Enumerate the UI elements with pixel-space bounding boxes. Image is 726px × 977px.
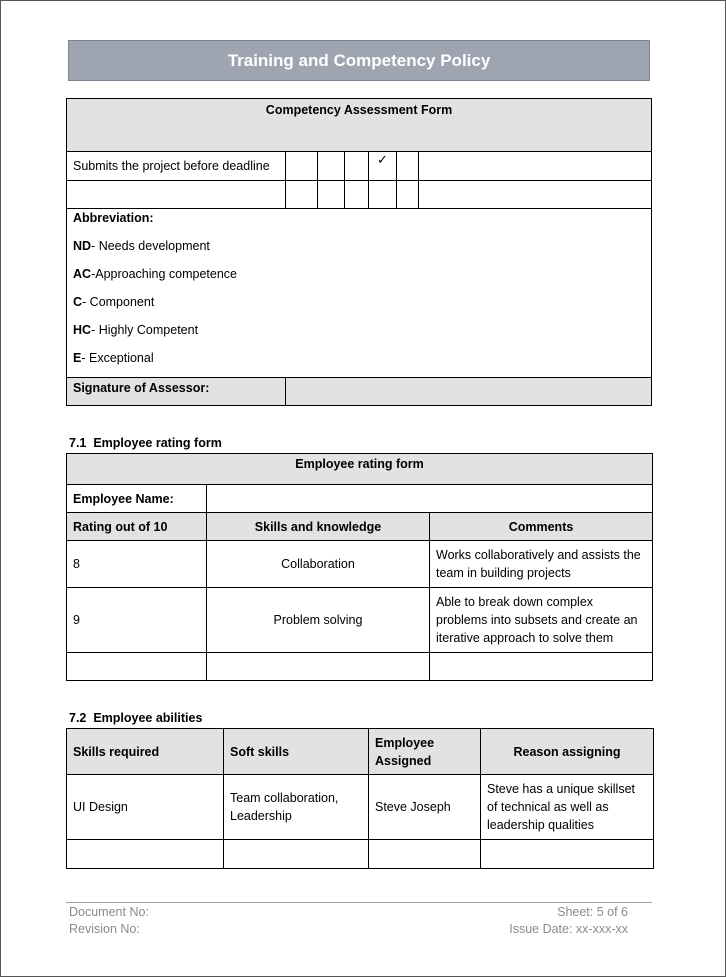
column-header: Skills required — [67, 729, 224, 775]
issue-date: Issue Date: xx-xxx-xx — [509, 922, 628, 936]
employee-rating-table — [66, 453, 653, 681]
table-row — [67, 541, 653, 588]
comment-cell[interactable] — [430, 653, 653, 681]
checkmark-icon[interactable]: ✓ — [369, 152, 397, 181]
blank-cell — [419, 152, 652, 181]
mark-cell[interactable] — [397, 181, 419, 209]
soft-skills-cell[interactable] — [224, 840, 369, 869]
table-row — [67, 653, 653, 681]
rating-form-title: Employee rating form — [67, 454, 653, 485]
abbreviation-meaning: - Component — [82, 295, 155, 309]
abbreviation-code: C — [73, 295, 83, 309]
employee-cell[interactable] — [369, 840, 481, 869]
mark-cell[interactable] — [318, 152, 345, 181]
revision-number-label: Revision No: — [69, 922, 140, 936]
section-heading-abilities: 7.2 Employee abilities — [69, 711, 203, 725]
skill-cell: Problem solving — [207, 588, 430, 653]
column-header: Employee Assigned — [369, 729, 481, 775]
mark-cell[interactable] — [345, 152, 369, 181]
mark-cell[interactable] — [286, 181, 318, 209]
section-heading-rating: 7.1 Employee rating form — [69, 436, 222, 450]
table-row — [67, 588, 653, 653]
abbreviation-code: E — [73, 351, 82, 365]
abbreviation-item — [73, 237, 645, 265]
table-row — [67, 775, 654, 840]
reason-cell[interactable] — [481, 840, 654, 869]
skill-cell[interactable] — [207, 653, 430, 681]
document-title: Training and Competency Policy — [68, 40, 650, 81]
column-header: Reason assigning — [481, 729, 654, 775]
blank-cell — [419, 181, 652, 209]
column-header: Soft skills — [224, 729, 369, 775]
table-header-row — [67, 729, 654, 775]
mark-cell[interactable] — [397, 152, 419, 181]
abbreviation-code: ND — [73, 239, 92, 253]
column-header: Rating out of 10 — [67, 513, 207, 541]
signature-label: Signature of Assessor: — [67, 378, 286, 406]
abbreviation-meaning: - Highly Competent — [91, 323, 199, 337]
abbreviation-item — [73, 293, 645, 321]
abbreviation-block — [67, 209, 652, 378]
soft-skills-cell: Team collaboration, Leadership — [224, 775, 369, 840]
rating-cell: 8 — [67, 541, 207, 588]
abbreviation-item — [73, 349, 645, 377]
rating-cell: 9 — [67, 588, 207, 653]
employee-cell: Steve Joseph — [369, 775, 481, 840]
employee-abilities-table — [66, 728, 654, 869]
assessment-form-title: Competency Assessment Form — [67, 99, 652, 152]
skill-cell: UI Design — [67, 775, 224, 840]
assessment-row — [67, 152, 652, 181]
employee-name-field[interactable] — [207, 485, 653, 513]
abbreviation-meaning: -Approaching competence — [91, 267, 237, 281]
mark-cell[interactable] — [345, 181, 369, 209]
comment-cell: Works collaboratively and assists the team in building projects — [430, 541, 653, 588]
skill-cell[interactable] — [67, 840, 224, 869]
abbreviation-code: HC — [73, 323, 92, 337]
mark-cell[interactable] — [369, 181, 397, 209]
abbreviation-item — [73, 321, 645, 349]
document-number-label: Document No: — [69, 905, 149, 919]
rating-cell[interactable] — [67, 653, 207, 681]
abbreviation-item — [73, 265, 645, 293]
abbreviation-meaning: - Needs development — [91, 239, 210, 253]
employee-name-label: Employee Name: — [67, 485, 207, 513]
mark-cell[interactable] — [286, 152, 318, 181]
reason-cell: Steve has a unique skillset of technical as well as leadership qualities — [481, 775, 654, 840]
abbreviation-meaning: - Exceptional — [81, 351, 154, 365]
competency-assessment-table — [66, 98, 652, 406]
table-header-row — [67, 513, 653, 541]
signature-field[interactable] — [286, 378, 652, 406]
sheet-number: Sheet: 5 of 6 — [557, 905, 628, 919]
abbreviation-title: Abbreviation: — [73, 211, 154, 225]
table-row — [67, 840, 654, 869]
criterion-cell[interactable] — [67, 181, 286, 209]
column-header: Skills and knowledge — [207, 513, 430, 541]
assessment-row — [67, 181, 652, 209]
footer-divider — [66, 902, 652, 903]
abbreviation-code: AC — [73, 267, 92, 281]
column-header: Comments — [430, 513, 653, 541]
mark-cell[interactable] — [318, 181, 345, 209]
comment-cell: Able to break down complex problems into subsets and create an iterative approach to solve them — [430, 588, 653, 653]
criterion-cell: Submits the project before deadline — [67, 152, 286, 181]
skill-cell: Collaboration — [207, 541, 430, 588]
